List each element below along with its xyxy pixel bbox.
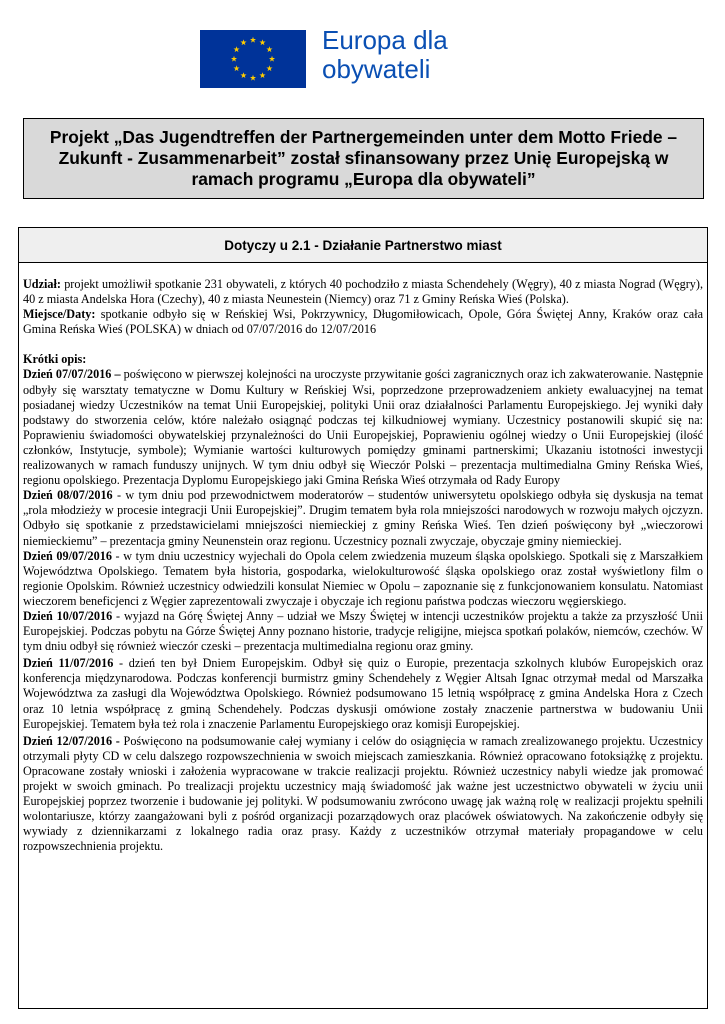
day-label: Dzień 12/07/2016 -: [23, 733, 120, 748]
short-description-label: [23, 352, 703, 367]
day-text: - wyjazd na Górę Świętej Anny – udział we Mszy Świętej w intencji uczestników projektu a także za przyszłość Unii Europejskiej. Podczas pobytu na Górze Świętej Anny poznano historie, tradycje religijne, miejsca spotkań polaków, niemców, czechów. W tym dniu odbył się również wieczór czeski – prezentacja multimedialna regionu oraz gminy.: [23, 608, 703, 654]
place-dates-label: Miejsce/Daty:: [23, 307, 96, 322]
action-subheader: Dotyczy u 2.1 - Działanie Partnerstwo miast: [19, 228, 707, 263]
participation-label: Udział:: [23, 277, 61, 291]
eu-flag-logo: [200, 30, 306, 88]
day-text: poświęcono w pierwszej kolejności na uroczyste przywitanie gości zagranicznych oraz ich zakwaterowanie. Następnie odbyły się warsztaty tematyczne w Domu Kultury w Reńskiej Wsi, poprzedzone przeprowadzeniem ankiety ewaluacyjnej na temat posiadanej wiedzy Uczestników na temat Unii Europejskiej, polityki Unii oraz działalności Parlamentu Europejskiego. Jej wyniki dały podstawy do stworzenia celów, które należało osiągnąć podczas tej kilkudniowej wymiany. Uczestnicy postanowili skupić się na: Poprawieniu świadomości obywatelskiej przynależności do Unii Europejskiej, Poprawieniu ogólnej wiedzy o Unii Europejskiej (ilość członków, Instytucje, symbole); Wymianie wartości kulturowych pomiędzy gminami partnerskimi; Ukazaniu istotności inwestycji realizowanych w ramach funduszy unijnych. W tym dniu odbył się Wieczór Polski – prezentacja multimedialna Gminy Reńska Wieś, regionu opolskiego. Prezentacja Dyplomu Europejskiego jaki Gmina Reńska Wieś otrzymała od Rady Europy: [23, 367, 703, 488]
day-label: Dzień 10/07/2016: [23, 608, 113, 623]
day-label: Dzień 11/07/2016: [23, 656, 114, 671]
participation-text: projekt umożliwił spotkanie 231 obywateli, z których 40 pochodziło z miasta Schendehely (Węgry), 40 z miasta Nograd (Węgry), 40 z miasta Andelska Hora (Czechy), 40 z miasta Neunestein (Niemcy) oraz 71 z Gminy Reńska Wieś (Polska).: [23, 277, 703, 307]
project-title: Projekt „Das Jugendtreffen der Partnergemeinden unter dem Motto Friede – Zukunft - Zusammenarbeit” został sfinansowany przez Unię Europejską w ramach programu „Europa dla obywateli”: [23, 118, 704, 199]
day-paragraph: [23, 609, 703, 654]
day-paragraph: [23, 734, 703, 855]
short-description-heading: Krótki opis:: [23, 352, 87, 367]
day-paragraph: [23, 549, 703, 609]
day-paragraph: [23, 367, 703, 488]
day-label: Dzień 08/07/2016: [23, 488, 113, 503]
content-box: [18, 227, 708, 1009]
program-logo-text: Europa dla obywateli: [322, 25, 448, 84]
day-text: - w tym dniu uczestnicy wyjechali do Opola celem zwiedzenia muzeum śląska opolskiego. Spotkali się z Marszałkiem Województwa Opolskiego. Tematem była historia, gospodarka, wielokulturowość śląska opolskiego oraz został wyświetlony film o regionie Opolskim. Również uczestnicy odwiedzili konsulat Niemiec w Opolu – zapoznanie się z funkcjonowaniem konsulatu. Natomiast wieczorem beneficjenci z Węgier zaprezentowali zwyczaje i obyczaje ich regionu państwa podczas wieczoru węgierskiego.: [23, 548, 703, 608]
day-label: Dzień 07/07/2016 –: [23, 367, 121, 382]
participation-paragraph: [23, 277, 703, 307]
day-text: - w tym dniu pod przewodnictwem moderatorów – studentów uniwersytetu opolskiego odbyła się dyskusja na temat „rola młodzieży w procesie integracji Unii Europejskiej”. Drugim tematem była rola mniejszości narodowych w rozwoju małych ojczyzn. Odbyło się spotkanie z przedstawicielami mniejszości niemieckiej z gminy Reńska Wieś. Ten dzień poświęcony był „wieczorowi niemieckiemu” – prezentacja gminy Neunenstein oraz regionu. Uczestnicy poznali zwyczaje, obyczaje gminy niemieckiej.: [23, 488, 704, 548]
description-body: [19, 263, 707, 854]
day-label: Dzień 09/07/2016: [23, 548, 112, 563]
day-text: - dzień ten był Dniem Europejskim. Odbył się quiz o Europie, prezentacja szkolnych klubów Europejskich oraz konferencja międzynarodowa. Podczas konferencji burmistrz gminy Schendehely z Węgier Altsah Ignac otrzymał medal od Marszałka Województwa za zasługi dla Województwa Opolskiego. Również podsumowano 15 letnią współpracę z gmina Andelska Hora z Czech oraz 10 letnia współpracę z gminą Schendehely. Podczas dyskusji omówione zostały znaczenie partnerstwa w budowaniu Unii Europejskiej. Tematem była też rola i znaczenie Parlamentu Europejskiego oraz komisji Europejskiej.: [23, 656, 703, 731]
place-dates-paragraph: [23, 307, 703, 337]
day-paragraph: [23, 488, 703, 548]
day-paragraph: [23, 656, 703, 731]
day-text: Poświęcono na podsumowanie całej wymiany i celów do osiągnięcia w ramach zrealizowanego projektu. Uczestnicy otrzymali płyty CD w celu dalszego rozpowszechnienia w swoich miejscach zamieszkania. Również opracowano fotoksiążkę z projektu. Opracowane zostały wnioski i założenia wypracowane w trakcie realizacji projektu. Również uczestnicy nabyli wiedze jak promować projekt w swoich gminach. Po trealizacji projektu uczestnicy mają świadomość jak ważne jest uczestnictwo obywateli w życiu unii Europejskiej poprzez tworzenie i budowanie jej polityki. W podsumowaniu zwrócono uwagę jak ważną rolę w realizacji projektu spełnili wolontariusze, którzy zaangażowani byli z pośród organizacji pozarządowych oraz placówek oświatowych. Na zakończenie odbyły się wywiady z dziennikarzami z lokalnego radia oraz prasy. Każdy z uczestników otrzymał materiały propagandowe w celu rozpowszechnienia projektu.: [23, 733, 703, 854]
place-dates-text: spotkanie odbyło się w Reńskiej Wsi, Pokrzywnicy, Długomiłowicach, Opole, Góra Świętej Anny, Kraków oraz cała Gmina Reńska Wieś (POLSKA) w dniach od 07/07/2016 do 12/07/2016: [23, 307, 703, 337]
eu-flag-icon: [200, 30, 306, 88]
